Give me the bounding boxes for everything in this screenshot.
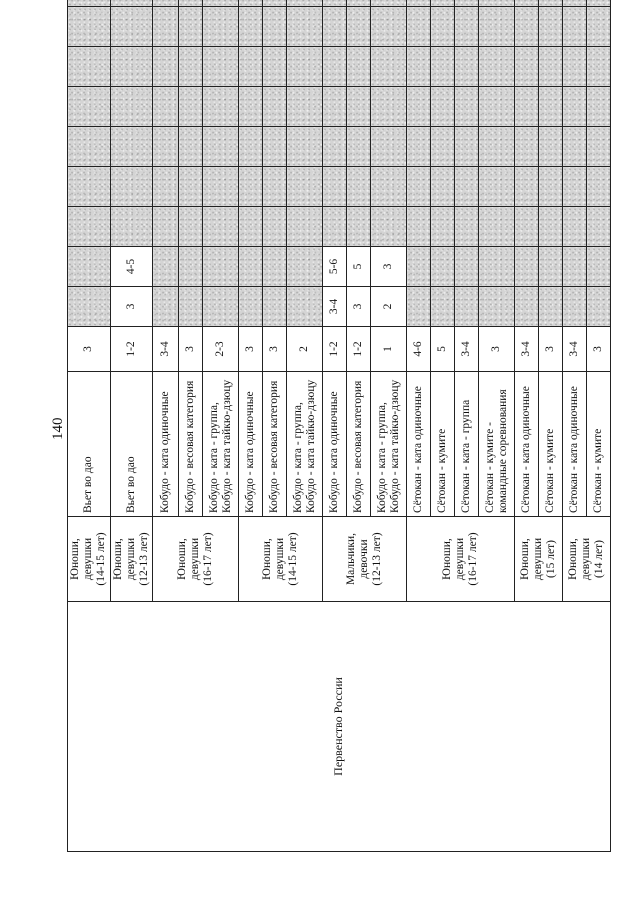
empty-shaded-cell (479, 7, 515, 47)
place-range-cell: 1-2 (347, 327, 371, 372)
empty-shaded-cell (539, 0, 563, 7)
empty-shaded-cell (287, 287, 323, 327)
empty-shaded-cell (323, 127, 347, 167)
empty-shaded-cell (347, 47, 371, 87)
discipline-cell: Вьет во дао (110, 372, 153, 517)
discipline-cell: Кобудо - весовая категория (347, 372, 371, 517)
place-range-cell: 2 (287, 327, 323, 372)
empty-shaded-cell (263, 207, 287, 247)
discipline-cell: Кобудо - ката - группа, Кобудо - ката тайкю-дзюцу (203, 372, 239, 517)
empty-shaded-cell (179, 127, 203, 167)
place-range-cell: 4-5 (110, 247, 153, 287)
empty-shaded-cell (203, 287, 239, 327)
empty-shaded-cell (263, 47, 287, 87)
empty-shaded-cell (203, 47, 239, 87)
empty-shaded-cell (515, 87, 539, 127)
empty-shaded-cell (431, 7, 455, 47)
empty-shaded-cell (479, 127, 515, 167)
empty-shaded-cell (239, 287, 263, 327)
empty-shaded-cell (407, 287, 431, 327)
empty-shaded-cell (455, 247, 479, 287)
empty-shaded-cell (587, 0, 611, 7)
empty-shaded-cell (287, 247, 323, 287)
discipline-cell: Сётокан - кумите - командные соревнования (479, 372, 515, 517)
empty-shaded-cell (68, 207, 111, 247)
place-range-cell: 3 (539, 327, 563, 372)
empty-shaded-cell (431, 87, 455, 127)
discipline-cell: Кобудо - ката одиночные (239, 372, 263, 517)
age-category-cell: Юноши, девушки (12-13 лет) (110, 517, 153, 602)
place-range-cell: 3 (179, 327, 203, 372)
empty-shaded-cell (479, 87, 515, 127)
empty-shaded-cell (110, 207, 153, 247)
empty-shaded-cell (371, 7, 407, 47)
empty-shaded-cell (239, 127, 263, 167)
page-number: 140 (50, 417, 66, 440)
empty-shaded-cell (587, 47, 611, 87)
age-category-cell: Юноши, девушки (15 лет) (515, 517, 563, 602)
empty-shaded-cell (153, 87, 179, 127)
empty-shaded-cell (455, 47, 479, 87)
empty-shaded-cell (179, 87, 203, 127)
empty-shaded-cell (455, 167, 479, 207)
empty-shaded-cell (110, 47, 153, 87)
discipline-cell: Сётокан - ката - группа (455, 372, 479, 517)
empty-shaded-cell (287, 207, 323, 247)
place-range-cell: 3-4 (455, 327, 479, 372)
empty-shaded-cell (371, 167, 407, 207)
empty-shaded-cell (68, 0, 111, 7)
empty-shaded-cell (371, 207, 407, 247)
place-range-cell: 3-4 (563, 327, 587, 372)
empty-shaded-cell (323, 87, 347, 127)
empty-shaded-cell (407, 167, 431, 207)
discipline-cell: Сётокан - ката одиночные (515, 372, 539, 517)
empty-shaded-cell (263, 127, 287, 167)
empty-shaded-cell (407, 87, 431, 127)
empty-shaded-cell (455, 287, 479, 327)
empty-shaded-cell (587, 207, 611, 247)
age-category-cell: Юноши, девушки (16-17 лет) (407, 517, 515, 602)
empty-shaded-cell (153, 247, 179, 287)
empty-shaded-cell (455, 87, 479, 127)
place-range-cell: 3-4 (153, 327, 179, 372)
empty-shaded-cell (407, 0, 431, 7)
age-category-cell: Мальчики, девочки (12-13 лет) (323, 517, 407, 602)
empty-shaded-cell (203, 207, 239, 247)
empty-shaded-cell (539, 287, 563, 327)
empty-shaded-cell (68, 287, 111, 327)
table-body (68, 0, 611, 852)
place-range-cell: 3 (587, 327, 611, 372)
place-range-cell: 5 (347, 247, 371, 287)
empty-shaded-cell (371, 87, 407, 127)
empty-shaded-cell (239, 47, 263, 87)
empty-shaded-cell (203, 167, 239, 207)
place-range-cell: 3 (347, 287, 371, 327)
empty-shaded-cell (287, 127, 323, 167)
empty-shaded-cell (203, 127, 239, 167)
empty-shaded-cell (479, 287, 515, 327)
empty-shaded-cell (479, 0, 515, 7)
empty-shaded-cell (563, 87, 587, 127)
empty-shaded-cell (479, 207, 515, 247)
empty-shaded-cell (515, 0, 539, 7)
place-range-cell: 1-2 (110, 327, 153, 372)
empty-shaded-cell (431, 207, 455, 247)
empty-shaded-cell (407, 7, 431, 47)
empty-shaded-cell (371, 127, 407, 167)
empty-shaded-cell (287, 87, 323, 127)
empty-shaded-cell (563, 247, 587, 287)
age-category-cell: Юноши, девушки (14 лет) (563, 517, 611, 602)
place-range-cell: 3 (110, 287, 153, 327)
discipline-cell: Сётокан - кумите (539, 372, 563, 517)
empty-shaded-cell (347, 167, 371, 207)
empty-shaded-cell (263, 247, 287, 287)
age-category-cell: Юноши, девушки (14-15 лет) (239, 517, 323, 602)
age-category-cell: Юноши, девушки (16-17 лет) (153, 517, 239, 602)
empty-shaded-cell (563, 7, 587, 47)
empty-shaded-cell (479, 167, 515, 207)
empty-shaded-cell (515, 167, 539, 207)
empty-shaded-cell (263, 7, 287, 47)
empty-shaded-cell (515, 287, 539, 327)
empty-shaded-cell (179, 47, 203, 87)
empty-shaded-cell (68, 7, 111, 47)
empty-shaded-cell (110, 127, 153, 167)
empty-shaded-cell (110, 167, 153, 207)
empty-shaded-cell (347, 87, 371, 127)
empty-shaded-cell (287, 7, 323, 47)
empty-shaded-cell (347, 127, 371, 167)
empty-shaded-cell (153, 7, 179, 47)
empty-shaded-cell (203, 7, 239, 47)
empty-shaded-cell (239, 207, 263, 247)
discipline-cell: Кобудо - ката одиночные (323, 372, 347, 517)
discipline-cell: Сётокан - кумите (431, 372, 455, 517)
place-range-cell: 3 (239, 327, 263, 372)
place-range-cell: 4-6 (407, 327, 431, 372)
empty-shaded-cell (587, 7, 611, 47)
empty-shaded-cell (455, 207, 479, 247)
discipline-cell: Кобудо - весовая категория (179, 372, 203, 517)
empty-shaded-cell (153, 207, 179, 247)
empty-shaded-cell (287, 167, 323, 207)
empty-shaded-cell (539, 87, 563, 127)
empty-shaded-cell (153, 47, 179, 87)
empty-shaded-cell (563, 207, 587, 247)
discipline-cell: Сётокан - ката одиночные (563, 372, 587, 517)
place-range-cell: 2 (371, 287, 407, 327)
empty-shaded-cell (563, 167, 587, 207)
empty-shaded-cell (479, 247, 515, 287)
empty-shaded-cell (263, 87, 287, 127)
empty-shaded-cell (455, 0, 479, 7)
rotated-table-wrapper (67, 0, 611, 852)
empty-shaded-cell (515, 127, 539, 167)
empty-shaded-cell (179, 287, 203, 327)
empty-shaded-cell (563, 0, 587, 7)
place-range-cell: 5 (431, 327, 455, 372)
place-range-cell: 3 (263, 327, 287, 372)
empty-shaded-cell (407, 127, 431, 167)
place-range-cell: 3 (479, 327, 515, 372)
discipline-cell: Вьет во дао (68, 372, 111, 517)
empty-shaded-cell (455, 127, 479, 167)
empty-shaded-cell (479, 47, 515, 87)
empty-shaded-cell (68, 47, 111, 87)
empty-shaded-cell (347, 207, 371, 247)
empty-shaded-cell (515, 7, 539, 47)
empty-shaded-cell (563, 287, 587, 327)
empty-shaded-cell (515, 247, 539, 287)
empty-shaded-cell (539, 47, 563, 87)
discipline-cell: Сётокан - кумите (587, 372, 611, 517)
empty-shaded-cell (587, 167, 611, 207)
empty-shaded-cell (407, 47, 431, 87)
discipline-cell: Сётокан - ката одиночные (407, 372, 431, 517)
empty-shaded-cell (68, 87, 111, 127)
empty-shaded-cell (431, 287, 455, 327)
empty-shaded-cell (179, 247, 203, 287)
empty-shaded-cell (587, 127, 611, 167)
place-range-cell: 1-2 (323, 327, 347, 372)
empty-shaded-cell (323, 167, 347, 207)
empty-shaded-cell (539, 167, 563, 207)
empty-shaded-cell (203, 247, 239, 287)
table-row (68, 0, 111, 852)
empty-shaded-cell (407, 207, 431, 247)
place-range-cell: 3-4 (515, 327, 539, 372)
empty-shaded-cell (539, 127, 563, 167)
empty-shaded-cell (431, 127, 455, 167)
empty-shaded-cell (431, 247, 455, 287)
empty-shaded-cell (239, 247, 263, 287)
empty-shaded-cell (68, 247, 111, 287)
empty-shaded-cell (203, 0, 239, 7)
empty-shaded-cell (179, 7, 203, 47)
place-range-cell: 3 (371, 247, 407, 287)
empty-shaded-cell (539, 7, 563, 47)
empty-shaded-cell (110, 7, 153, 47)
empty-shaded-cell (371, 47, 407, 87)
empty-shaded-cell (323, 0, 347, 7)
empty-shaded-cell (587, 247, 611, 287)
empty-shaded-cell (239, 87, 263, 127)
discipline-cell: Кобудо - ката - группа, Кобудо - ката тайкю-дзюцу (287, 372, 323, 517)
place-range-cell: 2-3 (203, 327, 239, 372)
empty-shaded-cell (239, 7, 263, 47)
empty-shaded-cell (153, 287, 179, 327)
discipline-cell: Кобудо - весовая категория (263, 372, 287, 517)
empty-shaded-cell (587, 87, 611, 127)
place-range-cell: 3 (68, 327, 111, 372)
empty-shaded-cell (431, 47, 455, 87)
empty-shaded-cell (287, 47, 323, 87)
discipline-cell: Кобудо - ката - группа, Кобудо - ката тайкю-дзюцу (371, 372, 407, 517)
empty-shaded-cell (110, 87, 153, 127)
empty-shaded-cell (110, 0, 153, 7)
empty-shaded-cell (515, 47, 539, 87)
empty-shaded-cell (287, 0, 323, 7)
empty-shaded-cell (371, 0, 407, 7)
empty-shaded-cell (263, 0, 287, 7)
empty-shaded-cell (323, 207, 347, 247)
empty-shaded-cell (153, 167, 179, 207)
empty-shaded-cell (179, 167, 203, 207)
empty-shaded-cell (153, 127, 179, 167)
empty-shaded-cell (587, 287, 611, 327)
empty-shaded-cell (563, 127, 587, 167)
empty-shaded-cell (407, 247, 431, 287)
age-category-cell: Юноши, девушки (14-15 лет) (68, 517, 111, 602)
empty-shaded-cell (539, 207, 563, 247)
empty-shaded-cell (239, 0, 263, 7)
empty-shaded-cell (68, 127, 111, 167)
empty-shaded-cell (203, 87, 239, 127)
empty-shaded-cell (563, 47, 587, 87)
empty-shaded-cell (347, 0, 371, 7)
empty-shaded-cell (323, 47, 347, 87)
empty-shaded-cell (153, 0, 179, 7)
empty-shaded-cell (539, 247, 563, 287)
empty-shaded-cell (515, 207, 539, 247)
empty-shaded-cell (179, 207, 203, 247)
event-name-cell: Первенство России (68, 602, 611, 852)
place-range-cell: 3-4 (323, 287, 347, 327)
empty-shaded-cell (323, 7, 347, 47)
empty-shaded-cell (431, 0, 455, 7)
empty-shaded-cell (347, 7, 371, 47)
empty-shaded-cell (263, 167, 287, 207)
empty-shaded-cell (455, 7, 479, 47)
empty-shaded-cell (179, 0, 203, 7)
place-range-cell: 1 (371, 327, 407, 372)
place-range-cell: 5-6 (323, 247, 347, 287)
empty-shaded-cell (68, 167, 111, 207)
competition-schedule-table (67, 0, 611, 852)
empty-shaded-cell (263, 287, 287, 327)
empty-shaded-cell (239, 167, 263, 207)
empty-shaded-cell (431, 167, 455, 207)
discipline-cell: Кобудо - ката одиночные (153, 372, 179, 517)
